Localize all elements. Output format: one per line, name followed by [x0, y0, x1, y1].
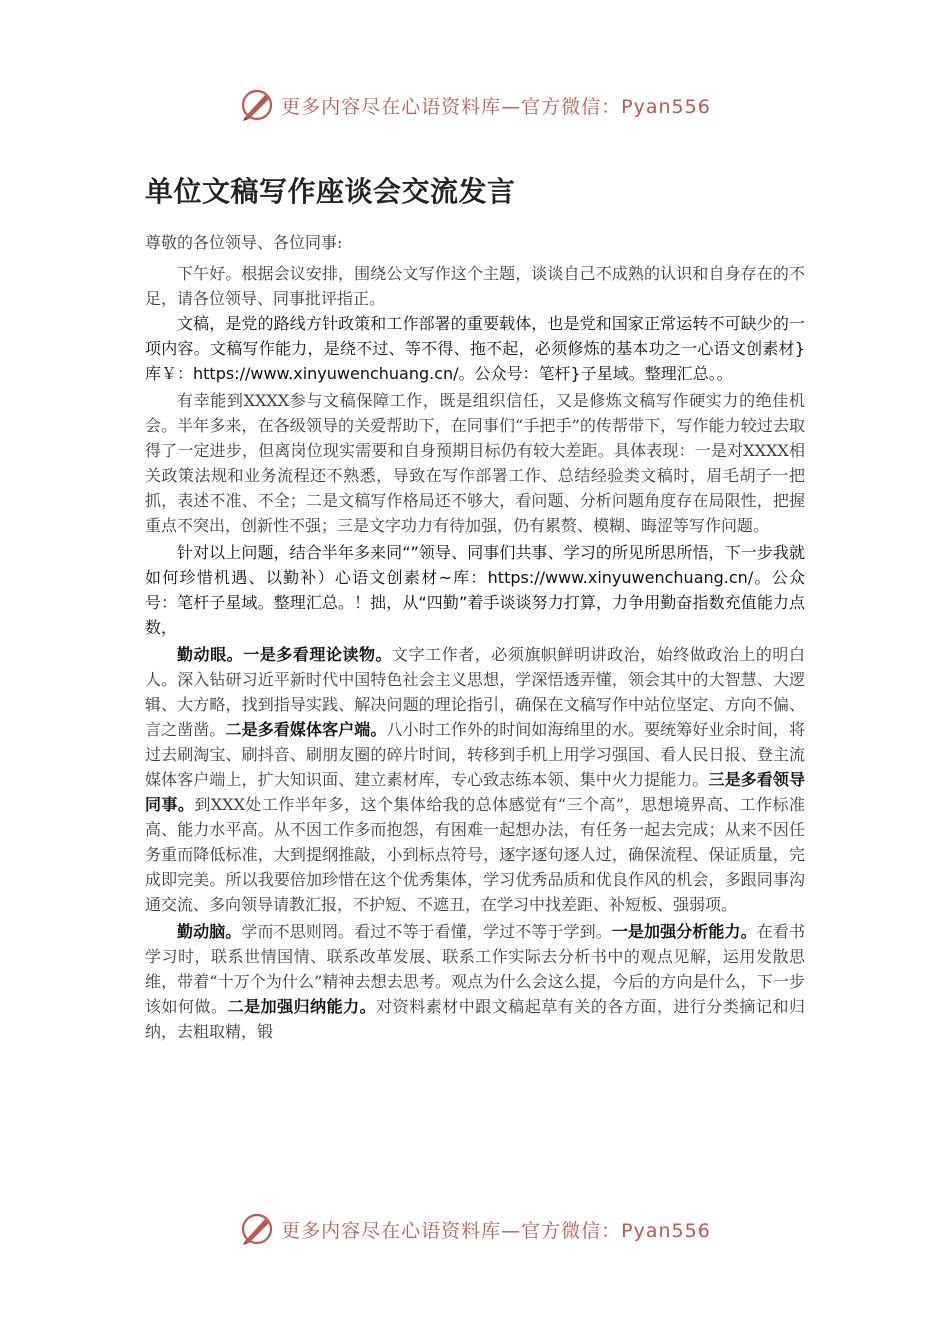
salutation: 尊敬的各位领导、各位同事:: [145, 233, 343, 252]
point-text: 对资料素材中跟文稿起草有关的各方面，进行分类摘记和归纳，去粗取精，锻: [145, 997, 805, 1041]
banner-text: 更多内容尽在心语资料库—官方微信：Pyan556: [281, 1219, 711, 1242]
point-text: 八小时工作外的时间如海绵里的水。要统筹好业余时间，将过去刷淘宝、刷抖音、刷朋友圈的碎片时间，转移到手机上用学习强国、看人民日报、登主流媒体客户端上，扩大知识面、建立素材库，专心致志练本领、集中火力提能力。: [145, 720, 805, 789]
document-body: [145, 170, 805, 1044]
point-text: 在看书学习时，联系世情国情、联系改革发展、联系工作实际去分析书中的观点见解，运用发散思维，带着“十万个为什么”精神去想去思考。观点为什么会这么提，今后的方向是什么，下一步该如何做。: [145, 922, 805, 1016]
point-text: 文字工作者，必须旗帜鲜明讲政治，始终做政治上的明白人。深入钻研习近平新时代中国特色社会主义思想，学深悟透弄懂，领会其中的大智慧、大逻辑、大方略，找到指导实践、解决问题的理论指引，确保在文稿写作中站位坚定、方向不偏、言之凿凿。: [145, 645, 805, 739]
section-heading-eyes: 勤动眼。: [177, 645, 244, 664]
point-heading: 三是多看领导同事。: [145, 770, 805, 814]
paragraph-brain: [145, 919, 805, 1044]
paragraph-greeting: 下午好。根据会议安排，围绕公文写作这个主题，谈谈自己不成熟的认识和自身存在的不足，请各位领导、同事批评指正。: [145, 264, 805, 308]
paragraph-experience: 有幸能到XXXX参与文稿保障工作，既是组织信任，又是修炼文稿写作硬实力的绝佳机会。半年多来，在各级领导的关爱帮助下，在同事们“手把手”的传帮带下，写作能力较过去取得了一定进步，但离岗位现实需要和自身预期目标仍有较大差距。具体表现：一是对XXXX相关政策法规和业务流程还不熟悉，导致在写作部署工作、总结经验类文稿时，眉毛胡子一把抓，表述不准、不全；二是文稿写作格局还不够大，看问题、分析问题角度存在局限性，把握重点不突出，创新性不强；三是文字功力有待加强，仍有累赘、模糊、晦涩等写作问题。: [145, 391, 805, 535]
point-text: 到XXX处工作半年多，这个集体给我的总体感觉有“三个高”，思想境界高、工作标准高、能力水平高。从不因工作多而抱怨，有困难一起想办法，有任务一起去完成；从来不因任务重而降低标准，大到提纲推敲，小到标点符号，逐字逐句逐人过，确保流程、保证质量，完成即完美。所以我要倍加珍惜在这个优秀集体，学习优秀品质和优良作风的机会，多跟同事沟通交流、多向领导请教汇报，不护短、不遮丑，在学习中找差距、补短板、强弱项。: [145, 795, 805, 914]
point-heading: 一是加强分析能力。: [611, 922, 757, 941]
document-title: 单位文稿写作座谈会交流发言: [145, 175, 516, 208]
point-heading: 二是加强归纳能力。: [227, 997, 377, 1016]
banner-text: 更多内容尽在心语资料库—官方微信：Pyan556: [281, 95, 711, 118]
section-heading-brain: 勤动脑。: [177, 922, 242, 941]
paragraph-plan: 针对以上问题，结合半年多来同“”领导、同事们共事、学习的所见所思所悟，下一步我就如何珍惜机遇、以勤补）心语文创素材~库：https://www.xinyuwenchuang.cn/。公众号：笔杆子星域。整理汇总。！拙，从“四勤”着手谈谈努力打算，力争用勤奋指数充值能力点数，: [145, 543, 805, 637]
paragraph-importance: 文稿，是党的路线方针政策和工作部署的重要载体，也是党和国家正常运转不可缺少的一项内容。文稿写作能力，是绕不过、等不得、拖不起，必须修炼的基本功之一心语文创素材}库￥：https://www.xinyuwenchuang.cn/。公众号：笔杆}子星域。整理汇总。。: [145, 314, 805, 383]
pen-logo-icon: [239, 87, 275, 123]
pen-logo-icon: [239, 1211, 275, 1247]
point-heading: 一是多看理论读物。: [243, 645, 393, 664]
point-text: 学而不思则罔。看过不等于看懂，学过不等于学到。: [241, 922, 612, 941]
paragraph-eyes: [145, 642, 805, 917]
footer-watermark-banner: [0, 1204, 950, 1254]
point-heading: 二是多看媒体客户端。: [225, 720, 387, 739]
header-watermark-banner: [0, 80, 950, 130]
